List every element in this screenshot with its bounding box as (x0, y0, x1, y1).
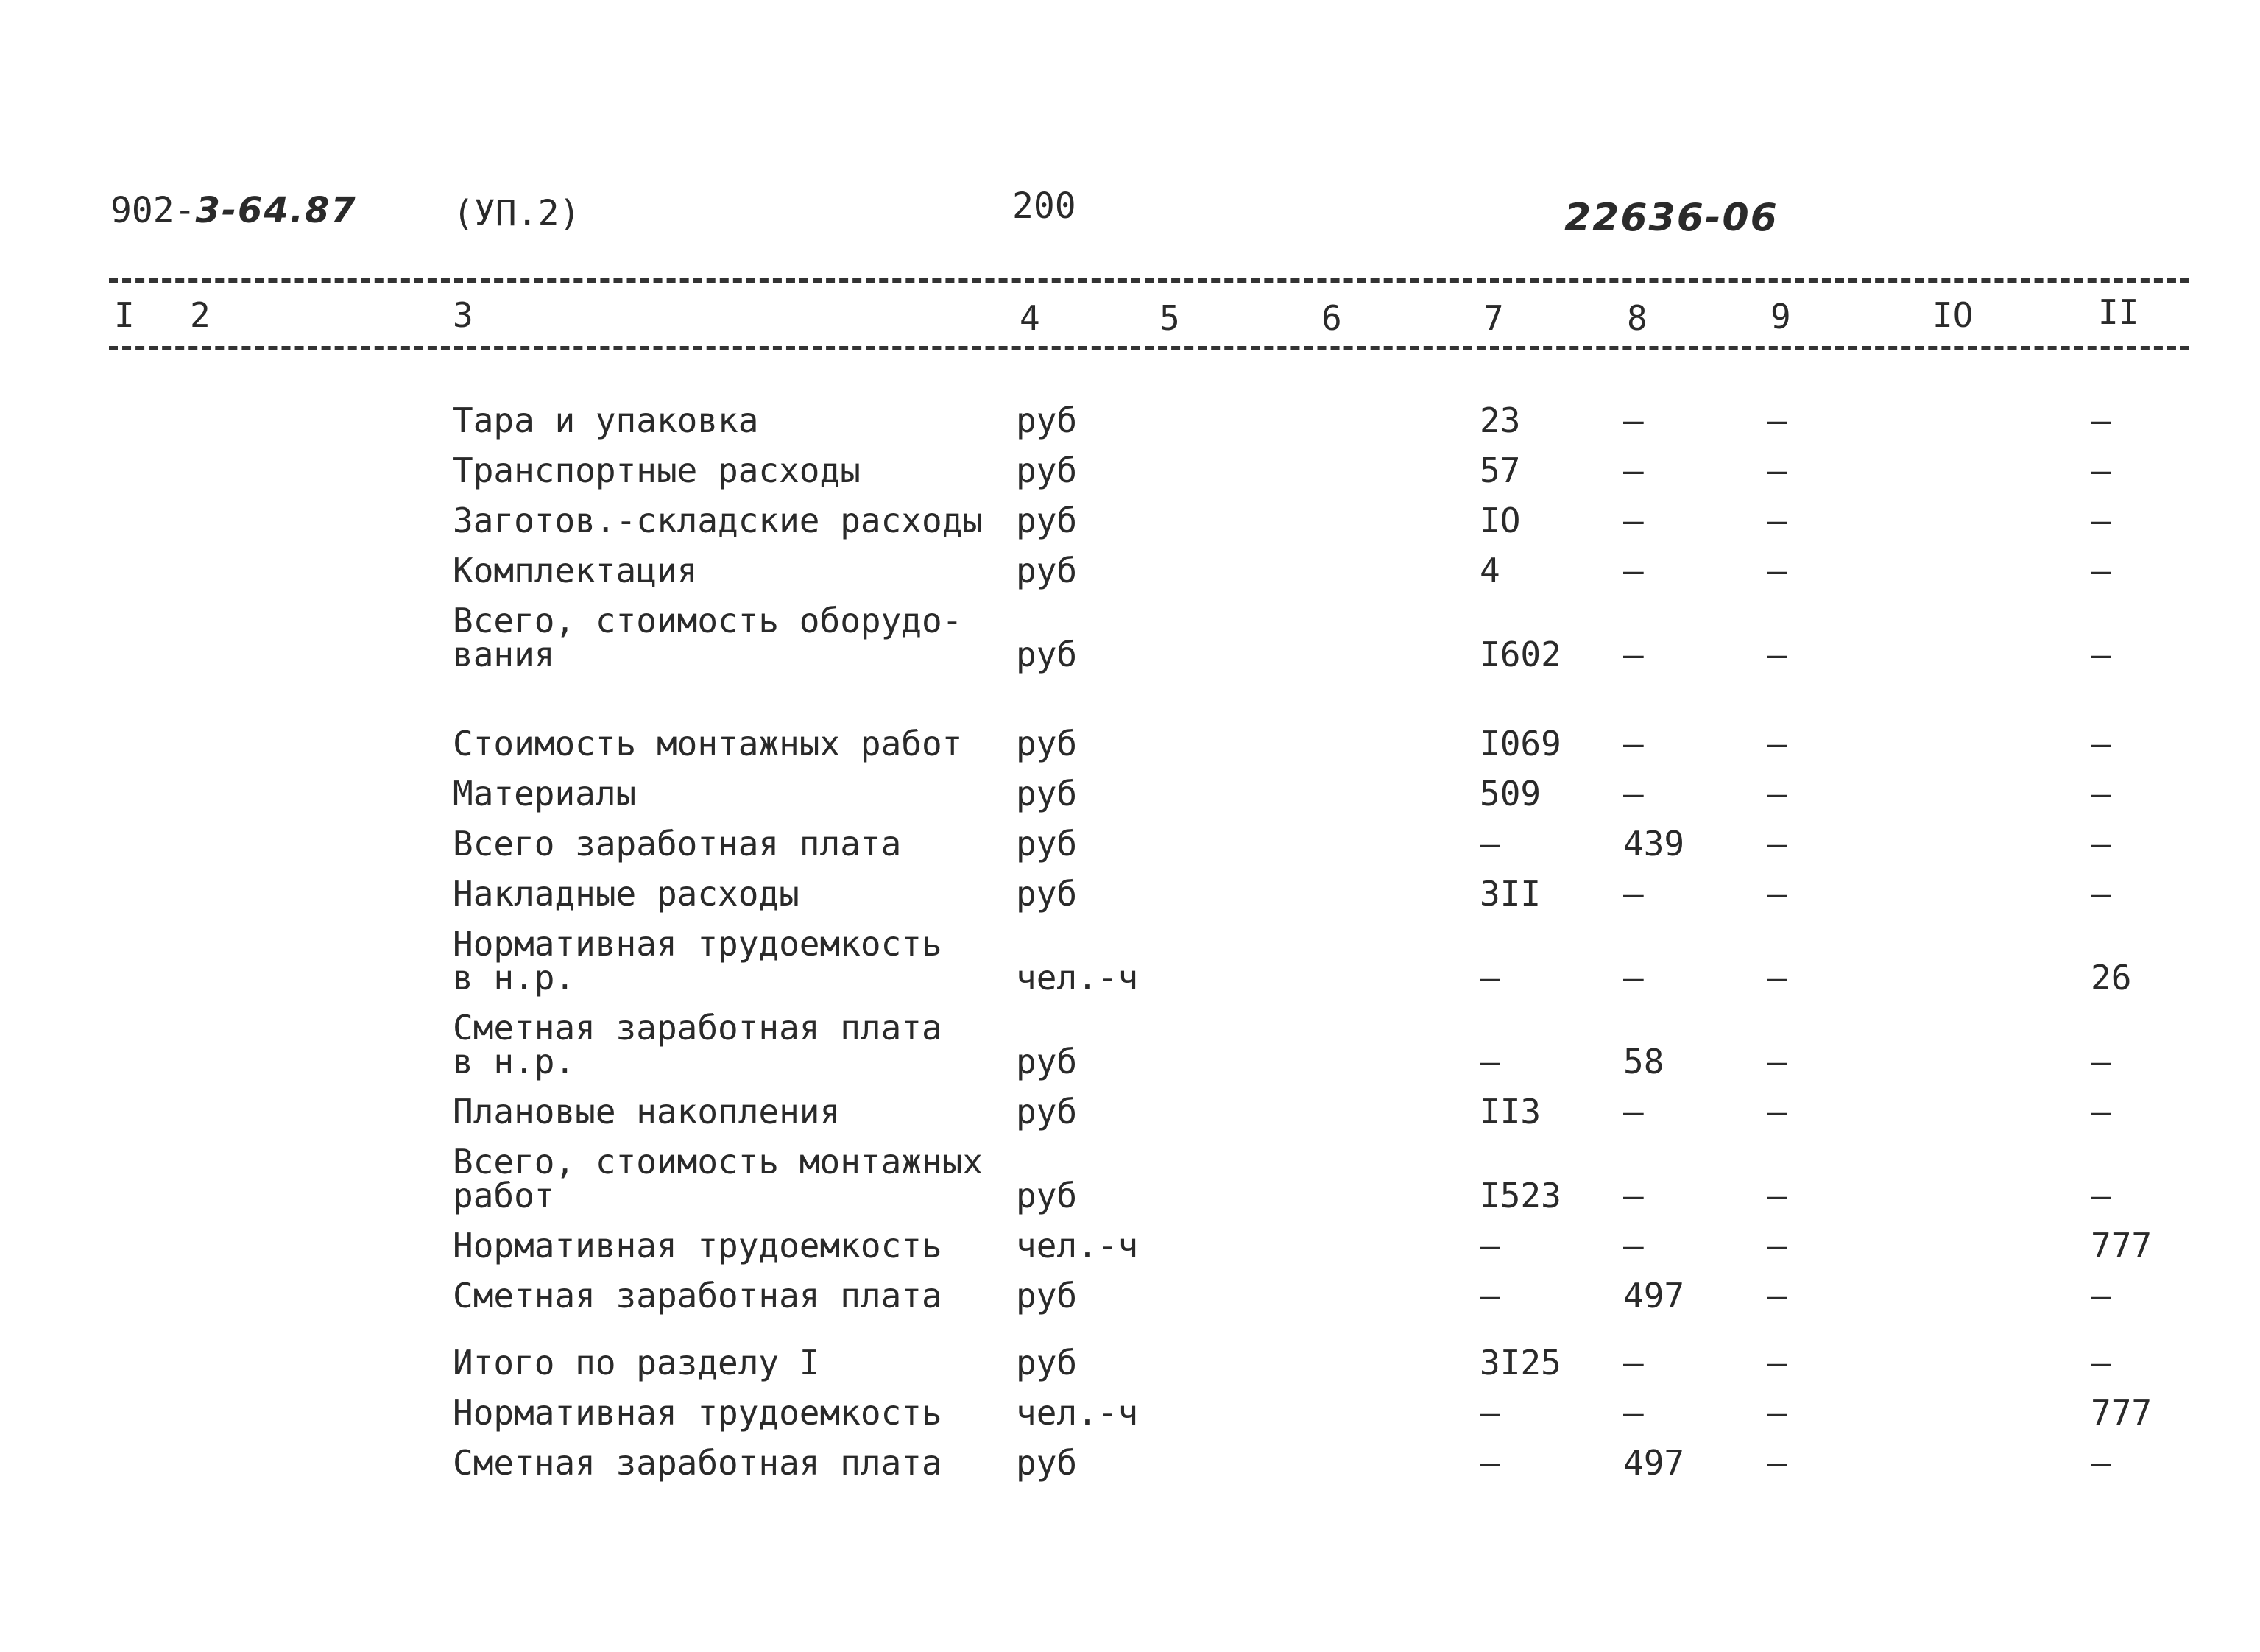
row-unit: чел.-ч (1016, 958, 1139, 998)
row-unit: руб (1016, 635, 1078, 674)
row-name-line: Сметная заработная плата (453, 1276, 942, 1316)
row-name-line: Всего, стоимость монтажных (453, 1142, 984, 1182)
row-col-11: – (2091, 635, 2111, 674)
row-col-9: – (1767, 551, 1787, 590)
row-name-line: работ (453, 1176, 555, 1215)
row-unit: руб (1016, 501, 1078, 540)
page-number: 200 (1012, 186, 1076, 227)
row-col-9: – (1767, 400, 1787, 440)
row-col-7: – (1480, 1276, 1500, 1316)
row-col-8: – (1623, 724, 1644, 763)
row-name (453, 1443, 942, 1483)
column-number-2: 2 (190, 295, 211, 335)
row-unit: руб (1016, 1343, 1078, 1383)
row-name-line: Сметная заработная плата (453, 1008, 942, 1048)
row-col-11: 777 (2091, 1226, 2153, 1266)
header-bottom-rule (109, 346, 2189, 350)
row-col-11: – (2091, 724, 2111, 763)
row-name (453, 451, 861, 490)
document-code (110, 190, 357, 231)
row-col-11: 26 (2091, 958, 2132, 998)
document-code-prefix: 902- (110, 190, 196, 231)
row-col-8: – (1623, 1176, 1644, 1215)
row-col-8: 439 (1623, 824, 1685, 864)
row-col-9: – (1767, 724, 1787, 763)
column-number-11: II (2098, 292, 2139, 332)
row-name-line: Всего заработная плата (453, 824, 902, 864)
column-number-4: 4 (1020, 298, 1040, 338)
album-label: (УП.2) (453, 193, 581, 234)
row-name-line: Транспортные расходы (453, 451, 861, 490)
row-unit: руб (1016, 451, 1078, 490)
row-col-7: – (1480, 1042, 1500, 1081)
column-number-3: 3 (453, 295, 473, 335)
row-name (453, 1276, 942, 1316)
row-col-8: – (1623, 1393, 1644, 1433)
row-col-8: 497 (1623, 1443, 1685, 1483)
row-col-8: 58 (1623, 1042, 1664, 1081)
row-name (453, 824, 902, 864)
column-number-6: 6 (1321, 298, 1342, 338)
row-name-line: Накладные расходы (453, 874, 799, 914)
column-number-9: 9 (1770, 297, 1791, 336)
row-col-8: – (1623, 1092, 1644, 1132)
row-col-8: – (1623, 451, 1644, 490)
row-name-line: Материалы (453, 774, 637, 813)
row-col-11: 777 (2091, 1393, 2153, 1433)
column-number-1: I (114, 295, 135, 335)
row-col-7: 4 (1480, 551, 1500, 590)
document-code-handwritten: 3-64.87 (195, 190, 357, 231)
row-col-11: – (2091, 1042, 2111, 1081)
row-col-9: – (1767, 874, 1787, 914)
row-name-line: Итого по разделу I (453, 1343, 820, 1383)
row-name-line: Комплектация (453, 551, 698, 590)
row-name (453, 1343, 820, 1383)
row-name-line: Нормативная трудоемкость (453, 924, 942, 964)
row-col-9: – (1767, 1393, 1787, 1433)
row-unit: руб (1016, 774, 1078, 813)
row-col-11: – (2091, 824, 2111, 864)
row-col-8: – (1623, 551, 1644, 590)
row-name-line: Сметная заработная плата (453, 1443, 942, 1483)
row-col-8: – (1623, 958, 1644, 998)
row-name (453, 400, 759, 440)
row-col-11: – (2091, 1276, 2111, 1316)
row-col-9: – (1767, 501, 1787, 540)
column-number-5: 5 (1159, 298, 1180, 338)
row-name-line: в н.р. (453, 958, 576, 998)
row-unit: руб (1016, 824, 1078, 864)
row-col-9: – (1767, 1443, 1787, 1483)
row-name-line: вания (453, 635, 555, 674)
row-name-line: Нормативная трудоемкость (453, 1226, 942, 1266)
row-unit: руб (1016, 724, 1078, 763)
row-unit: чел.-ч (1016, 1393, 1139, 1433)
row-col-8: – (1623, 501, 1644, 540)
row-col-7: 509 (1480, 774, 1542, 813)
row-name-line: Тара и упаковка (453, 400, 759, 440)
row-col-11: – (2091, 874, 2111, 914)
row-col-7: 23 (1480, 400, 1521, 440)
row-col-7: I602 (1480, 635, 1561, 674)
row-name-line: Заготов.-складские расходы (453, 501, 984, 540)
row-col-8: – (1623, 1226, 1644, 1266)
row-col-7: – (1480, 1393, 1500, 1433)
row-col-9: – (1767, 774, 1787, 813)
row-col-8: – (1623, 400, 1644, 440)
row-col-7: – (1480, 824, 1500, 864)
row-col-7: II3 (1480, 1092, 1542, 1132)
row-unit: чел.-ч (1016, 1226, 1139, 1266)
row-name-line: Нормативная трудоемкость (453, 1393, 942, 1433)
row-col-8: – (1623, 635, 1644, 674)
row-col-9: – (1767, 1176, 1787, 1215)
header-top-rule (109, 278, 2189, 283)
row-unit: руб (1016, 1042, 1078, 1081)
row-col-11: – (2091, 451, 2111, 490)
row-col-8: – (1623, 874, 1644, 914)
column-number-7: 7 (1483, 298, 1504, 338)
row-unit: руб (1016, 1276, 1078, 1316)
row-col-8: – (1623, 1343, 1644, 1383)
row-name (453, 1092, 841, 1132)
row-col-7: – (1480, 1443, 1500, 1483)
row-col-9: – (1767, 958, 1787, 998)
row-name-line: Стоимость монтажных работ (453, 724, 963, 763)
row-col-9: – (1767, 1042, 1787, 1081)
row-col-7: I523 (1480, 1176, 1561, 1215)
row-col-7: – (1480, 1226, 1500, 1266)
row-col-9: – (1767, 1092, 1787, 1132)
row-col-11: – (2091, 1092, 2111, 1132)
inventory-number: 22636-06 (1564, 196, 1779, 240)
row-col-11: – (2091, 501, 2111, 540)
row-col-7: I069 (1480, 724, 1561, 763)
row-unit: руб (1016, 1176, 1078, 1215)
row-name (453, 924, 942, 998)
row-col-7: 3I25 (1480, 1343, 1561, 1383)
column-number-8: 8 (1627, 298, 1648, 338)
row-unit: руб (1016, 874, 1078, 914)
row-name (453, 1393, 942, 1433)
row-col-8: – (1623, 774, 1644, 813)
row-name (453, 874, 799, 914)
row-col-11: – (2091, 774, 2111, 813)
row-col-9: – (1767, 1276, 1787, 1316)
row-col-11: – (2091, 400, 2111, 440)
row-col-9: – (1767, 635, 1787, 674)
row-unit: руб (1016, 1092, 1078, 1132)
row-name (453, 551, 698, 590)
row-col-9: – (1767, 451, 1787, 490)
column-number-10: IO (1932, 295, 1974, 335)
row-name-line: Плановые накопления (453, 1092, 841, 1132)
row-unit: руб (1016, 400, 1078, 440)
row-name (453, 501, 984, 540)
row-col-9: – (1767, 1226, 1787, 1266)
row-col-7: 57 (1480, 451, 1521, 490)
row-name (453, 1008, 942, 1081)
row-col-11: – (2091, 1176, 2111, 1215)
row-col-7: – (1480, 958, 1500, 998)
row-col-11: – (2091, 1343, 2111, 1383)
row-col-9: – (1767, 1343, 1787, 1383)
row-unit: руб (1016, 1443, 1078, 1483)
row-col-7: 3II (1480, 874, 1542, 914)
row-name (453, 724, 963, 763)
row-name-line: в н.р. (453, 1042, 576, 1081)
row-name (453, 774, 637, 813)
row-col-9: – (1767, 824, 1787, 864)
row-col-11: – (2091, 551, 2111, 590)
row-name (453, 1142, 984, 1215)
row-name-line: Всего, стоимость оборудо- (453, 601, 963, 640)
row-col-8: 497 (1623, 1276, 1685, 1316)
row-col-11: – (2091, 1443, 2111, 1483)
row-name (453, 1226, 942, 1266)
row-col-7: IO (1480, 501, 1521, 540)
row-name (453, 601, 963, 674)
row-unit: руб (1016, 551, 1078, 590)
